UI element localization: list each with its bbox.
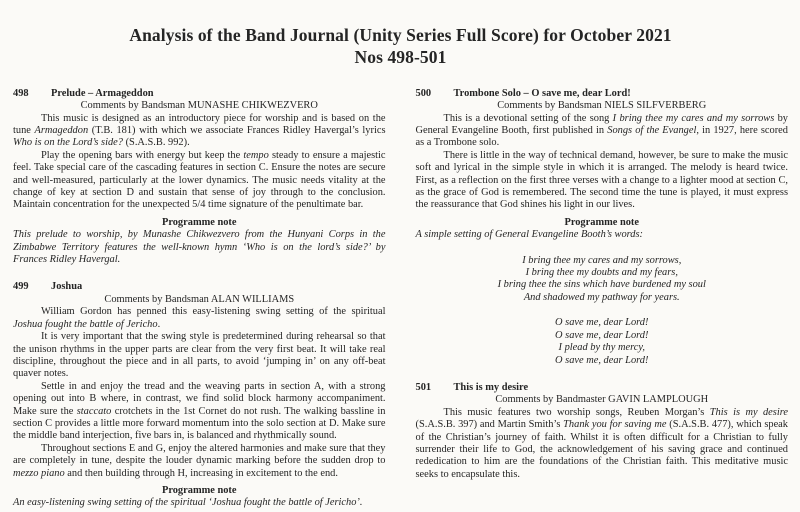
section-number: 499 <box>13 281 29 293</box>
song-verse-1 <box>416 255 789 305</box>
verse-line: O save me, dear Lord! <box>555 354 649 366</box>
right-column <box>416 88 789 510</box>
section-501-header <box>416 382 789 394</box>
song-verse-2 <box>416 317 789 367</box>
section-number: 501 <box>415 381 432 393</box>
paragraph: It is very important that the swing style is predetermined during rehearsal so that the unison rhythms in the upper parts are clear from the very first beat. It will take real discipline, throughout the piece and in all parts, to avoid ‘jumping in’ on any off-beat quaver notes. <box>13 331 386 380</box>
verse-line: I bring thee my cares and my sorrows, <box>522 254 682 266</box>
two-column-body <box>13 88 788 510</box>
section-title: Joshua <box>51 281 83 293</box>
section-501 <box>416 382 789 481</box>
paragraph: Settle in and enjoy the tread and the weaving parts in section A, with a strong opening out into B where, in contrast, we find solid block harmony accompaniment. Make sure the staccato crotchets in the 1st Cornet do not rush. The walking bassline in section C provides a little more forward momentum into the solo section at D. Make sure the middle band interjection, five bars in, is balanced and rhythmically sound. <box>13 380 386 442</box>
section-498-header <box>13 88 386 100</box>
section-number: 498 <box>13 87 29 99</box>
paragraph: Throughout sections E and G, enjoy the altered harmonies and make sure that they are completely in tune, despite the louder dynamic marking before the sudden drop to mezzo piano and then building through H, increasing in excitement to the end. <box>13 442 386 479</box>
programme-note-heading: Programme note <box>161 484 237 496</box>
section-500-header <box>416 88 789 100</box>
section-499-header <box>13 281 386 293</box>
paragraph: There is little in the way of technical demand, however, be sure to make the music soft and lyrical in the simple style in which it is arranged. The melody is heard twice. First, as a reflection on the first three verses with a change to a lighter mood at section C, as the grace of God is remembered. The second time the tune is played, it must express the reassurance that God shines his light in our lives. <box>415 149 788 211</box>
section-498 <box>13 88 386 267</box>
paragraph: This music features two worship songs, Reuben Morgan’s This is my desire (S.A.S.B. 397) and Martin Smith’s Thank you for saving me (S.A.S.B. 477), which speak of the Christian’s journey of faith. Whilst it is often difficult for a Christian to fully surrender their life to God, the acknowledgement of his saving grace and continued rededication to him are the foundations of the Christian faith. This meditative music seeks to encapsulate this. <box>415 406 788 480</box>
verse-line: O save me, dear Lord! <box>555 317 649 329</box>
section-number: 500 <box>415 87 432 99</box>
verse-line: I plead by thy mercy, <box>558 342 645 354</box>
section-500 <box>416 88 789 367</box>
verse-line: And shadowed my pathway for years. <box>523 291 680 303</box>
verse-line: I bring thee my doubts and my fears, <box>525 267 678 279</box>
verse-line: I bring thee the sins which have burdened my soul <box>497 279 706 291</box>
comments-byline: Comments by Bandsman ALAN WILLIAMS <box>104 293 295 305</box>
page-title-line-2: Nos 498-501 <box>354 47 447 68</box>
programme-note: This prelude to worship, by Munashe Chikwezvero from the Hunyani Corps in the Zimbabwe Territory features the well-known hymn ‘Who is on the lord’s side?’ by Frances Ridley Havergal. <box>13 229 386 266</box>
section-title: Prelude – Armageddon <box>51 87 154 99</box>
paragraph: This is a devotional setting of the song I bring thee my cares and my sorrows by General Evangeline Booth, first published in Songs of the Evangel, in 1927, here scored as a Trombone solo. <box>415 112 788 149</box>
verse-line: O save me, dear Lord! <box>555 329 649 341</box>
programme-note-heading: Programme note <box>161 216 237 228</box>
comments-byline: Comments by Bandmaster GAVIN LAMPLOUGH <box>495 394 709 406</box>
left-column <box>13 88 386 510</box>
section-title: Trombone Solo – O save me, dear Lord! <box>453 87 631 99</box>
page-title <box>13 24 788 69</box>
page-title-line-1: Analysis of the Band Journal (Unity Series Full Score) for October 2021 <box>129 25 672 45</box>
section-499 <box>13 281 386 509</box>
paragraph: This music is designed as an introductory piece for worship and is based on the tune Armageddon (T.B. 181) with which we associate Frances Ridley Havergal’s lyrics Who is on the Lord’s side? (S.A.S.B. 992). <box>13 112 386 149</box>
paragraph: William Gordon has penned this easy-listening swing setting of the spiritual Joshua fought the battle of Jericho. <box>13 306 386 330</box>
section-title: This is my desire <box>453 381 529 393</box>
programme-note-heading: Programme note <box>564 216 640 228</box>
paragraph: Play the opening bars with energy but keep the tempo steady to ensure a majestic feel. Take special care of the cascading features in section C. Ensure the notes are secure and well-measured, particularly at the lower dynamics. The music needs vitality at the change of key at section D and sustain that sense of joy through to the conclusion. Maintain concentration for the unexpected 5/4 time signature of the penultimate bar. <box>13 149 386 211</box>
programme-note: An easy-listening swing setting of the spiritual ‘Joshua fought the battle of Jericho’. <box>13 497 363 509</box>
comments-byline: Comments by Bandsman MUNASHE CHIKWEZVERO <box>80 100 318 112</box>
programme-note-intro: A simple setting of General Evangeline Booth’s words: <box>415 229 644 241</box>
comments-byline: Comments by Bandsman NIELS SILFVERBERG <box>497 100 707 112</box>
